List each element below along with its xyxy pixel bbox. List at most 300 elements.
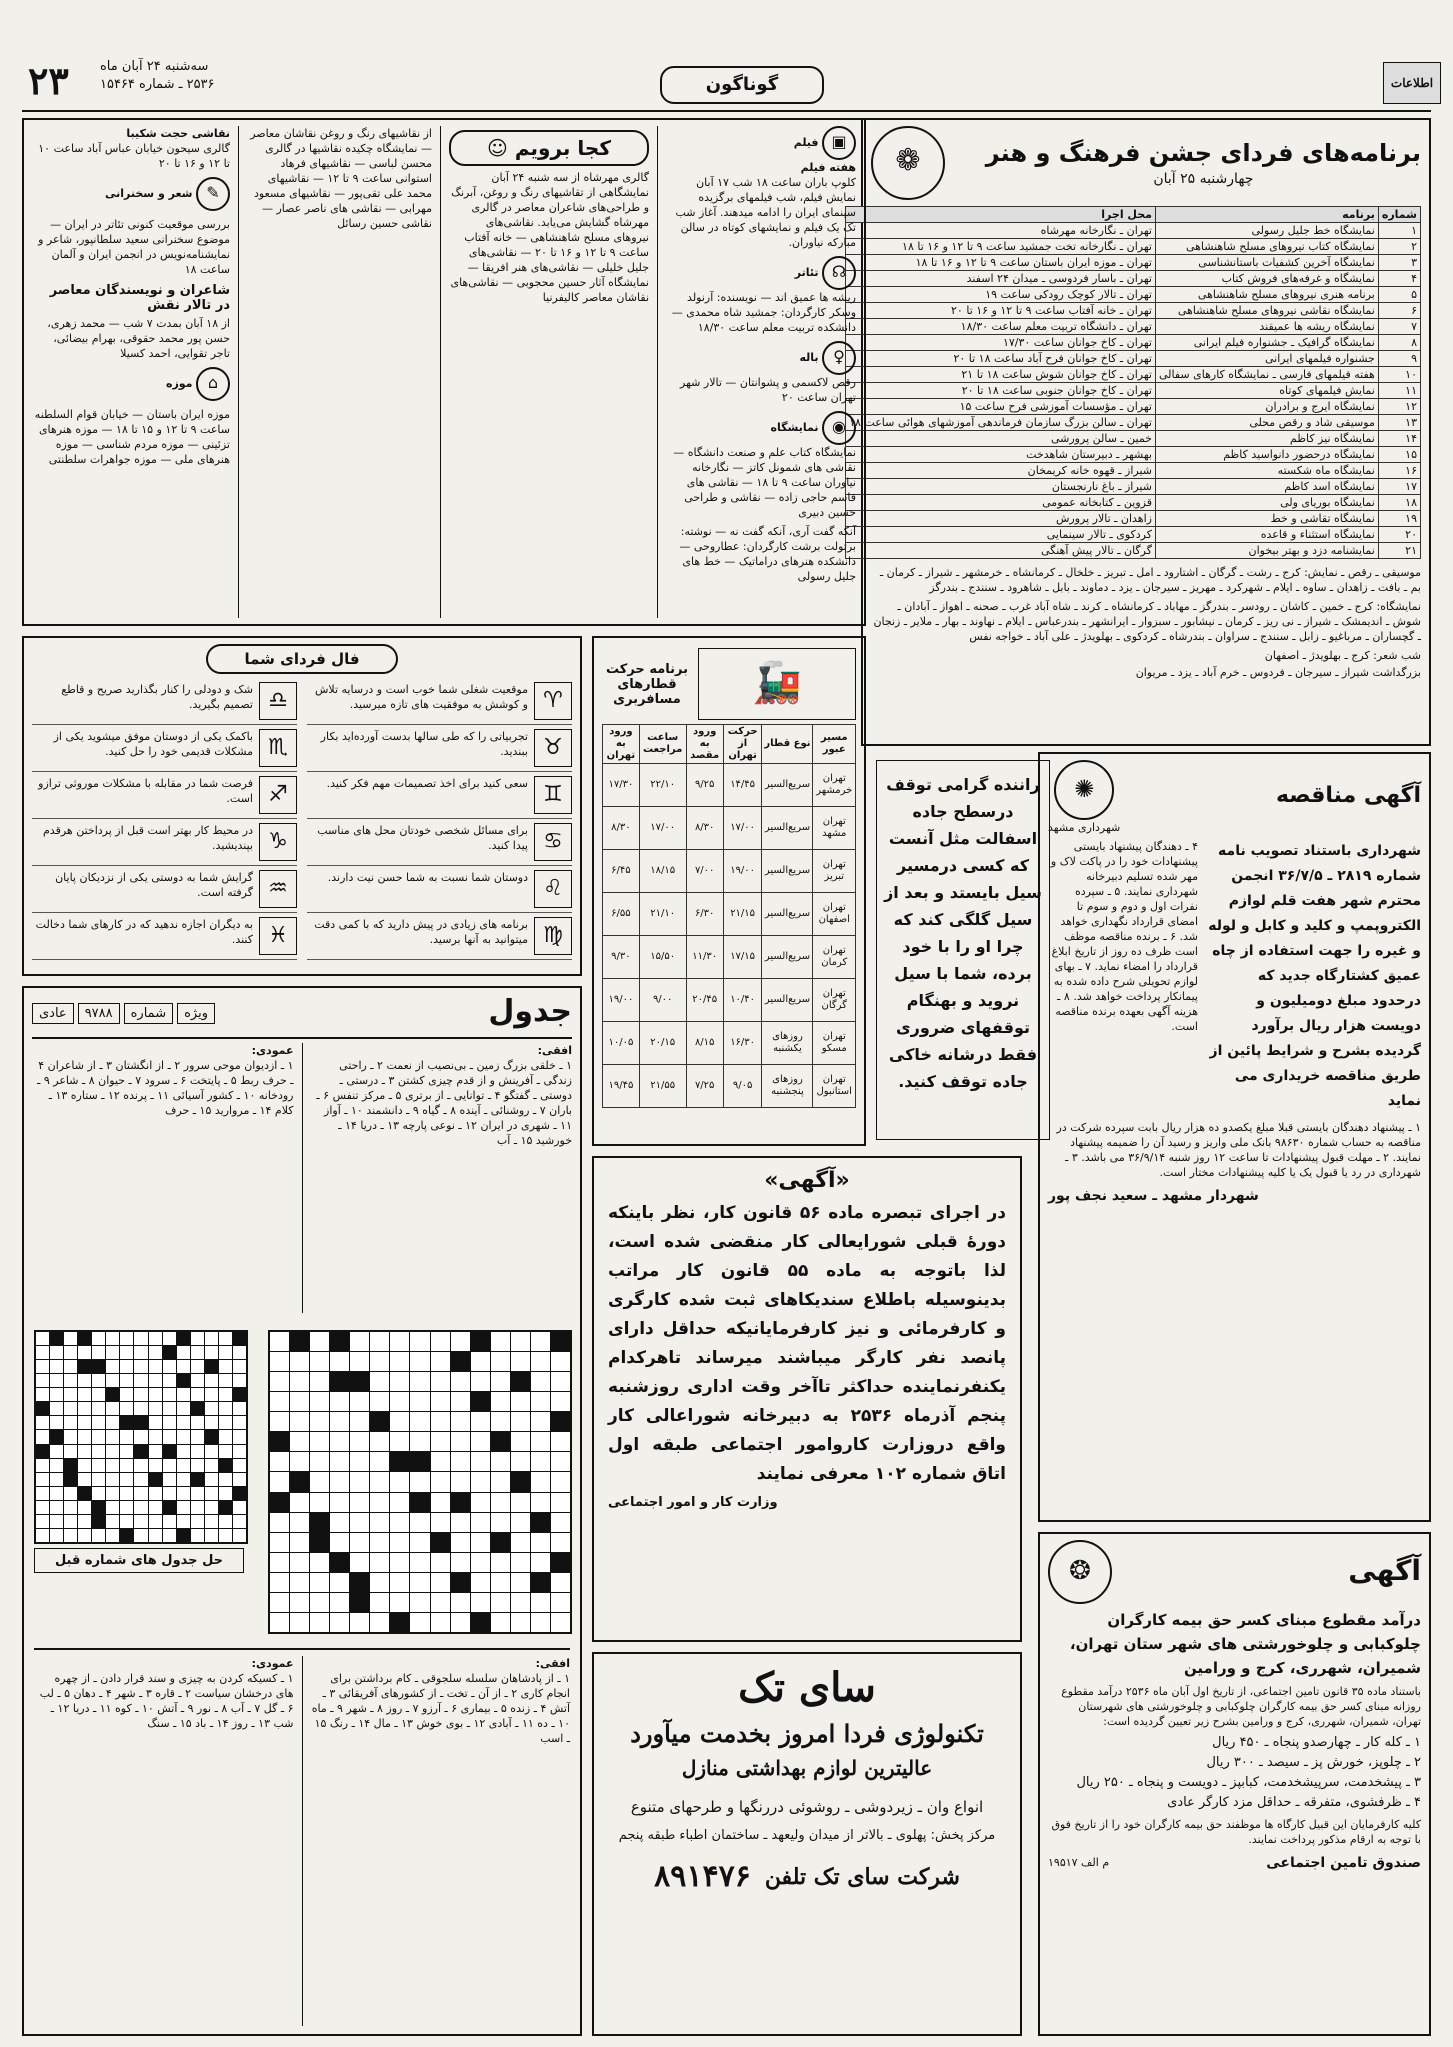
crossword-cell (149, 1445, 162, 1458)
crossword-cell[interactable] (290, 1472, 309, 1491)
crossword-cell[interactable] (511, 1412, 530, 1431)
crossword-cell[interactable] (471, 1412, 490, 1431)
crossword-cell[interactable] (531, 1553, 550, 1572)
crossword-cell[interactable] (410, 1432, 429, 1451)
crossword-cell[interactable] (270, 1372, 289, 1391)
crossword-cell (78, 1388, 91, 1401)
crossword-cell[interactable] (370, 1392, 389, 1411)
crossword-cell[interactable] (451, 1332, 470, 1351)
crossword-cell[interactable] (270, 1332, 289, 1351)
crossword-cell[interactable] (330, 1493, 349, 1512)
crossword-cell[interactable] (390, 1472, 409, 1491)
crossword-cell[interactable] (551, 1613, 570, 1632)
crossword-cell[interactable] (491, 1513, 510, 1532)
crossword-cell (120, 1459, 133, 1472)
crossword-cell[interactable] (290, 1452, 309, 1471)
crossword-cell (92, 1416, 105, 1429)
train-cell: ۷/۰۰ (686, 850, 723, 893)
crossword-cell[interactable] (270, 1553, 289, 1572)
crossword-cell[interactable] (290, 1332, 309, 1351)
vertical-clues-2: ۱ ـ کسیکه کردن به چیزی و سند قرار دادن ـ از چهره های درخشان سیاست ۲ ـ قاره ۳ ـ شهر ۴ ـ دهان ۵ ـ لب ۶ ـ گل ۷ ـ آب ۸ ـ نور ۹ ـ آتش ۱۰ ـ کوه ۱۱ ـ دریا ۱۲ ـ شب ۱۳ ـ روز ۱۴ ـ باد ۱۵ ـ سنگ (39, 1672, 294, 1730)
row-place: تهران ـ کاخ جوانان شوش ساعت ۱۸ تا ۲۱ (846, 367, 1156, 383)
crossword-cell[interactable] (471, 1573, 490, 1592)
crossword-cell[interactable] (310, 1593, 329, 1612)
crossword-cell[interactable] (270, 1613, 289, 1632)
crossword-cell[interactable] (531, 1352, 550, 1371)
row-num: ۵ (1378, 287, 1420, 303)
row-program: نمایشگاه نقاشی نیروهای مسلح شاهنشاهی (1155, 303, 1378, 319)
crossword-cell[interactable] (451, 1513, 470, 1532)
row-num: ۱۰ (1378, 367, 1420, 383)
crossword-cell[interactable] (491, 1553, 510, 1572)
crossword-cell[interactable] (471, 1432, 490, 1451)
crossword-cell[interactable] (310, 1332, 329, 1351)
crossword-cell[interactable] (290, 1412, 309, 1431)
film-label: فیلم (793, 136, 819, 149)
crossword-cell (64, 1501, 77, 1514)
crossword-cell[interactable] (491, 1432, 510, 1451)
crossword-cell[interactable] (410, 1553, 429, 1572)
crossword-cell[interactable] (270, 1493, 289, 1512)
driver-notice-text: راننده گرامی توقف درسطح جاده اسفالت مثل آنست که کسی درمسیر سیل بایستد و بعد از سیل گلگی کند که چرا او را با خود برده، شما با سیل نروید و بهنگام توقفهای ضروری فقط درشانه خاکی جاده توقف کنید. (884, 775, 1042, 1091)
crossword-cell (50, 1459, 63, 1472)
crossword-cell[interactable] (330, 1533, 349, 1552)
crossword-cell[interactable] (551, 1533, 570, 1552)
crossword-cell[interactable] (330, 1332, 349, 1351)
horoscope-text: تجربیاتی را که طی سالها بدست آورده‌اید بکار ببندید. (320, 730, 528, 758)
crossword-cell[interactable] (471, 1392, 490, 1411)
row-place: تهران ـ نگارخانه مهرشاه (846, 223, 1156, 239)
train-cell: تهران تبریز (813, 850, 856, 893)
crossword-cell (191, 1473, 204, 1486)
crossword-cell[interactable] (551, 1493, 570, 1512)
crossword-cell[interactable] (390, 1533, 409, 1552)
crossword-cell[interactable] (270, 1452, 289, 1471)
crossword-cell[interactable] (290, 1513, 309, 1532)
crossword-cell[interactable] (390, 1553, 409, 1572)
crossword-cell[interactable] (531, 1432, 550, 1451)
crossword-cell[interactable] (431, 1613, 450, 1632)
crossword-cell[interactable] (451, 1553, 470, 1572)
crossword-cell[interactable] (370, 1332, 389, 1351)
crossword-cell[interactable] (491, 1533, 510, 1552)
crossword-grid[interactable] (268, 1330, 572, 1634)
row-program: نمایشگاه ماه شکسته (1155, 463, 1378, 479)
crossword-cell[interactable] (370, 1472, 389, 1491)
crossword-cell (177, 1388, 190, 1401)
train-cell: ۱۹/۰۰ (603, 979, 640, 1022)
crossword-cell[interactable] (491, 1352, 510, 1371)
crossword-cell[interactable] (471, 1513, 490, 1532)
crossword-cell[interactable] (551, 1513, 570, 1532)
crossword-cell[interactable] (551, 1452, 570, 1471)
crossword-cell[interactable] (350, 1493, 369, 1512)
where-col-3 (247, 126, 432, 618)
crossword-cell[interactable] (471, 1553, 490, 1572)
ballet-icon: ♀ (822, 341, 856, 375)
row-program: نمایشگاه گرافیک ـ جشنواره فیلم ایرانی (1155, 335, 1378, 351)
crossword-cell[interactable] (551, 1392, 570, 1411)
crossword-cell[interactable] (350, 1352, 369, 1371)
crossword-cell[interactable] (390, 1452, 409, 1471)
crossword-cell[interactable] (310, 1432, 329, 1451)
crossword-cell[interactable] (270, 1513, 289, 1532)
vertical-label-2: عمودی: (251, 1657, 294, 1670)
crossword-cell[interactable] (330, 1412, 349, 1431)
crossword-cell[interactable] (531, 1372, 550, 1391)
table-row (846, 495, 1421, 511)
crossword-cell[interactable] (431, 1493, 450, 1512)
crossword-cell[interactable] (431, 1553, 450, 1572)
crossword-cell (149, 1388, 162, 1401)
crossword-cell[interactable] (451, 1392, 470, 1411)
crossword-cell[interactable] (531, 1452, 550, 1471)
crossword-cell[interactable] (390, 1613, 409, 1632)
crossword-cell (191, 1332, 204, 1345)
crossword-cell[interactable] (491, 1613, 510, 1632)
crossword-cell[interactable] (290, 1352, 309, 1371)
crossword-cell[interactable] (431, 1452, 450, 1471)
crossword-cell[interactable] (390, 1593, 409, 1612)
crossword-cell[interactable] (431, 1372, 450, 1391)
row-num: ۱۳ (1378, 415, 1420, 431)
crossword-cell[interactable] (491, 1412, 510, 1431)
crossword-cell[interactable] (511, 1472, 530, 1491)
crossword-cell (219, 1430, 232, 1443)
crossword-cell[interactable] (511, 1613, 530, 1632)
crossword-cell[interactable] (531, 1332, 550, 1351)
crossword-cell[interactable] (370, 1533, 389, 1552)
crossword-cell[interactable] (330, 1452, 349, 1471)
crossword-cell (64, 1529, 77, 1542)
crossword-cell[interactable] (431, 1472, 450, 1491)
crossword-cell[interactable] (551, 1472, 570, 1491)
crossword-cell[interactable] (410, 1392, 429, 1411)
crossword-cell (106, 1445, 119, 1458)
crossword-cell[interactable] (350, 1472, 369, 1491)
crossword-cell (177, 1430, 190, 1443)
crossword-cell[interactable] (551, 1573, 570, 1592)
crossword-cell[interactable] (410, 1493, 429, 1512)
insurance-ref: م الف ۱۹۵۱۷ (1048, 1856, 1110, 1869)
crossword-cell[interactable] (451, 1613, 470, 1632)
crossword-cell[interactable] (551, 1553, 570, 1572)
crossword-cell[interactable] (511, 1452, 530, 1471)
municipality-emblem-icon: ✺ (1054, 760, 1114, 820)
train-cell: سریع‌السیر (762, 936, 813, 979)
crossword-cell[interactable] (370, 1593, 389, 1612)
crossword-cell[interactable] (511, 1593, 530, 1612)
crossword-cell[interactable] (370, 1412, 389, 1431)
crossword-cell[interactable] (531, 1513, 550, 1532)
crossword-cell[interactable] (410, 1593, 429, 1612)
crossword-cell[interactable] (330, 1392, 349, 1411)
crossword-cell[interactable] (451, 1432, 470, 1451)
crossword-cell[interactable] (310, 1392, 329, 1411)
crossword-cell[interactable] (390, 1372, 409, 1391)
crossword-cell[interactable] (511, 1573, 530, 1592)
crossword-cell[interactable] (310, 1553, 329, 1572)
crossword-cell[interactable] (511, 1392, 530, 1411)
crossword-cell (78, 1501, 91, 1514)
crossword-cell[interactable] (350, 1432, 369, 1451)
crossword-cell[interactable] (431, 1533, 450, 1552)
crossword-cell (78, 1529, 91, 1542)
crossword-cell[interactable] (471, 1352, 490, 1371)
crossword-cell[interactable] (410, 1573, 429, 1592)
crossword-cell[interactable] (431, 1573, 450, 1592)
table-row (846, 447, 1421, 463)
crossword-cell[interactable] (451, 1533, 470, 1552)
crossword-cell[interactable] (451, 1372, 470, 1391)
crossword-cell[interactable] (491, 1372, 510, 1391)
crossword-cell[interactable] (511, 1352, 530, 1371)
crossword-cell[interactable] (471, 1493, 490, 1512)
crossword-cell (219, 1388, 232, 1401)
crossword-cell[interactable] (290, 1432, 309, 1451)
crossword-cell[interactable] (290, 1493, 309, 1512)
crossword-cell[interactable] (350, 1452, 369, 1471)
crossword-cell (163, 1416, 176, 1429)
crossword-cell[interactable] (310, 1493, 329, 1512)
crossword-cell[interactable] (350, 1553, 369, 1572)
crossword-cell[interactable] (370, 1372, 389, 1391)
crossword-cell[interactable] (310, 1613, 329, 1632)
crossword-cell[interactable] (290, 1613, 309, 1632)
crossword-cell[interactable] (370, 1352, 389, 1371)
crossword-cell[interactable] (370, 1432, 389, 1451)
crossword-cell[interactable] (531, 1593, 550, 1612)
crossword-cell[interactable] (551, 1593, 570, 1612)
crossword-cell[interactable] (270, 1432, 289, 1451)
crossword-cell[interactable] (410, 1472, 429, 1491)
crossword-cell[interactable] (491, 1573, 510, 1592)
row-program: نمایشگاه استثناء و قاعده (1155, 527, 1378, 543)
crossword-cell[interactable] (350, 1332, 369, 1351)
crossword-cell[interactable] (270, 1352, 289, 1371)
crossword-cell[interactable] (491, 1332, 510, 1351)
header-rule (22, 110, 1431, 112)
crossword-cell[interactable] (491, 1392, 510, 1411)
crossword-cell[interactable] (451, 1573, 470, 1592)
crossword-cell[interactable] (471, 1452, 490, 1471)
crossword-cell[interactable] (270, 1593, 289, 1612)
crossword-cell[interactable] (330, 1513, 349, 1532)
crossword-cell[interactable] (551, 1432, 570, 1451)
crossword-cell[interactable] (310, 1352, 329, 1371)
crossword-cell[interactable] (511, 1513, 530, 1532)
crossword-cell[interactable] (370, 1613, 389, 1632)
crossword-cell[interactable] (410, 1613, 429, 1632)
crossword-cell[interactable] (551, 1332, 570, 1351)
crossword-cell[interactable] (471, 1593, 490, 1612)
crossword-cell[interactable] (350, 1513, 369, 1532)
train-cell: ۹/۳۰ (603, 936, 640, 979)
row-place: تهران ـ کاخ جوانان جنوبی ساعت ۱۸ تا ۲۰ (846, 383, 1156, 399)
crossword-cell[interactable] (350, 1573, 369, 1592)
crossword-cell[interactable] (290, 1573, 309, 1592)
crossword-cell (205, 1416, 218, 1429)
crossword-cell[interactable] (330, 1472, 349, 1491)
crossword-cell[interactable] (330, 1432, 349, 1451)
crossword-cell (50, 1501, 63, 1514)
crossword-cell[interactable] (330, 1372, 349, 1391)
crossword-cell (106, 1459, 119, 1472)
crossword-cell[interactable] (370, 1513, 389, 1532)
crossword-cell[interactable] (310, 1472, 329, 1491)
crossword-cell (134, 1459, 147, 1472)
crossword-cell[interactable] (290, 1533, 309, 1552)
crossword-cell[interactable] (431, 1352, 450, 1371)
crossword-cell[interactable] (330, 1593, 349, 1612)
crossword-cell[interactable] (431, 1392, 450, 1411)
crossword-cell[interactable] (390, 1332, 409, 1351)
crossword-cell (149, 1416, 162, 1429)
crossword-cell[interactable] (431, 1432, 450, 1451)
horoscope-title: فال فردای شما (206, 644, 398, 674)
crossword-cell[interactable] (511, 1493, 530, 1512)
crossword-cell[interactable] (390, 1573, 409, 1592)
crossword-cell[interactable] (551, 1372, 570, 1391)
crossword-cell[interactable] (330, 1352, 349, 1371)
crossword-cell[interactable] (370, 1553, 389, 1572)
crossword-cell[interactable] (531, 1392, 550, 1411)
crossword-cell[interactable] (310, 1372, 329, 1391)
crossword-cell[interactable] (370, 1452, 389, 1471)
crossword-cell[interactable] (511, 1332, 530, 1351)
crossword-cell[interactable] (431, 1513, 450, 1532)
crossword-cell[interactable] (511, 1432, 530, 1451)
crossword-cell[interactable] (370, 1573, 389, 1592)
crossword-cell[interactable] (350, 1392, 369, 1411)
crossword-cell (50, 1430, 63, 1443)
crossword-cell[interactable] (531, 1412, 550, 1431)
crossword-cell[interactable] (531, 1493, 550, 1512)
crossword-cell (233, 1445, 246, 1458)
crossword-cell (120, 1388, 133, 1401)
crossword-cell[interactable] (451, 1593, 470, 1612)
crossword-cell[interactable] (511, 1533, 530, 1552)
crossword-cell[interactable] (531, 1613, 550, 1632)
crossword-cell[interactable] (491, 1493, 510, 1512)
crossword-cell[interactable] (451, 1352, 470, 1371)
crossword-cell[interactable] (491, 1452, 510, 1471)
crossword-cell[interactable] (531, 1573, 550, 1592)
crossword-cell[interactable] (330, 1573, 349, 1592)
crossword-cell[interactable] (491, 1593, 510, 1612)
sitak-slogan: تکنولوژی فردا امروز بخدمت میآورد (630, 1719, 984, 1748)
crossword-cell[interactable] (410, 1352, 429, 1371)
crossword-cell[interactable] (390, 1392, 409, 1411)
crossword-cell[interactable] (511, 1372, 530, 1391)
crossword-cell[interactable] (350, 1372, 369, 1391)
crossword-cell[interactable] (350, 1613, 369, 1632)
crossword-cell[interactable] (390, 1412, 409, 1431)
crossword-cell[interactable] (451, 1472, 470, 1491)
crossword-cell[interactable] (370, 1493, 389, 1512)
crossword-cell[interactable] (290, 1593, 309, 1612)
crossword-cell[interactable] (451, 1493, 470, 1512)
crossword-cell[interactable] (410, 1372, 429, 1391)
crossword-cell[interactable] (270, 1573, 289, 1592)
crossword-cell[interactable] (350, 1533, 369, 1552)
train-cell: تهران کرمان (813, 936, 856, 979)
crossword-cell[interactable] (270, 1533, 289, 1552)
crossword-cell[interactable] (451, 1412, 470, 1431)
crossword-cell[interactable] (290, 1392, 309, 1411)
crossword-cell[interactable] (491, 1472, 510, 1491)
crossword-cell[interactable] (551, 1352, 570, 1371)
crossword-cell[interactable] (310, 1513, 329, 1532)
crossword-cell[interactable] (290, 1553, 309, 1572)
crossword-cell[interactable] (431, 1332, 450, 1351)
table-row (846, 479, 1421, 495)
horoscope-item (307, 725, 572, 772)
crossword-cell[interactable] (531, 1533, 550, 1552)
crossword-cell[interactable] (551, 1412, 570, 1431)
crossword-cell[interactable] (390, 1432, 409, 1451)
crossword-cell[interactable] (431, 1593, 450, 1612)
crossword-cell[interactable] (270, 1472, 289, 1491)
crossword-cell[interactable] (471, 1332, 490, 1351)
crossword-cell (92, 1402, 105, 1415)
horizontal-label-2: افقی: (535, 1657, 570, 1670)
crossword-cell[interactable] (390, 1352, 409, 1371)
crossword-cell[interactable] (471, 1372, 490, 1391)
crossword-cell[interactable] (451, 1452, 470, 1471)
crossword-cell[interactable] (531, 1472, 550, 1491)
crossword-cell (106, 1416, 119, 1429)
train-cell: ۱۸/۱۵ (639, 850, 686, 893)
crossword-cell[interactable] (431, 1412, 450, 1431)
crossword-cell[interactable] (330, 1613, 349, 1632)
crossword-cell (177, 1416, 190, 1429)
crossword-cell[interactable] (471, 1533, 490, 1552)
crossword-cell[interactable] (310, 1533, 329, 1552)
crossword-cell[interactable] (270, 1392, 289, 1411)
crossword-cell (219, 1473, 232, 1486)
crossword-cell[interactable] (310, 1573, 329, 1592)
row-place: تهران ـ نگارخانه تخت جمشید ساعت ۹ تا ۱۲ و ۱۶ تا ۱۸ (846, 239, 1156, 255)
crossword-cell[interactable] (390, 1513, 409, 1532)
train-cell: ۲۲/۱۰ (639, 764, 686, 807)
horoscope-item (32, 913, 297, 960)
crossword-cell[interactable] (410, 1533, 429, 1552)
crossword-cell (149, 1332, 162, 1345)
festival-footer-music: موسیقی ـ رقص ـ نمایش: کرج ـ رشت ـ گرگان ـ اشتارود ـ امل ـ تبریز ـ خلخال ـ کرمانشاه ـ خرمشهر ـ شیراز ـ کرمان ـ بم ـ بافت ـ زاهدان ـ ساوه ـ ایلام ـ شهرکرد ـ مهریز ـ سیرجان ـ یزد ـ دماوند ـ بابل ـ شاهرود ـ سنندج ـ بندرگز (879, 566, 1421, 594)
crossword-cell[interactable] (290, 1372, 309, 1391)
crossword-cell[interactable] (410, 1412, 429, 1431)
crossword (22, 986, 582, 2036)
crossword-cell[interactable] (471, 1613, 490, 1632)
crossword-cell[interactable] (471, 1472, 490, 1491)
crossword-cell[interactable] (410, 1452, 429, 1471)
crossword-cell[interactable] (511, 1553, 530, 1572)
crossword-cell[interactable] (410, 1332, 429, 1351)
crossword-cell[interactable] (350, 1593, 369, 1612)
crossword-cell[interactable] (390, 1493, 409, 1512)
crossword-cell[interactable] (350, 1412, 369, 1431)
crossword-cell[interactable] (310, 1452, 329, 1471)
crossword-cell (78, 1402, 91, 1415)
festival-table (845, 206, 1421, 559)
horoscope-text: گرایش شما به دوستی یکی از نزدیکان پایان گرفته است. (55, 871, 253, 899)
crossword-cell[interactable] (270, 1412, 289, 1431)
crossword-cell (134, 1346, 147, 1359)
crossword-cell[interactable] (310, 1412, 329, 1431)
crossword-cell[interactable] (410, 1513, 429, 1532)
crossword-cell[interactable] (330, 1553, 349, 1572)
